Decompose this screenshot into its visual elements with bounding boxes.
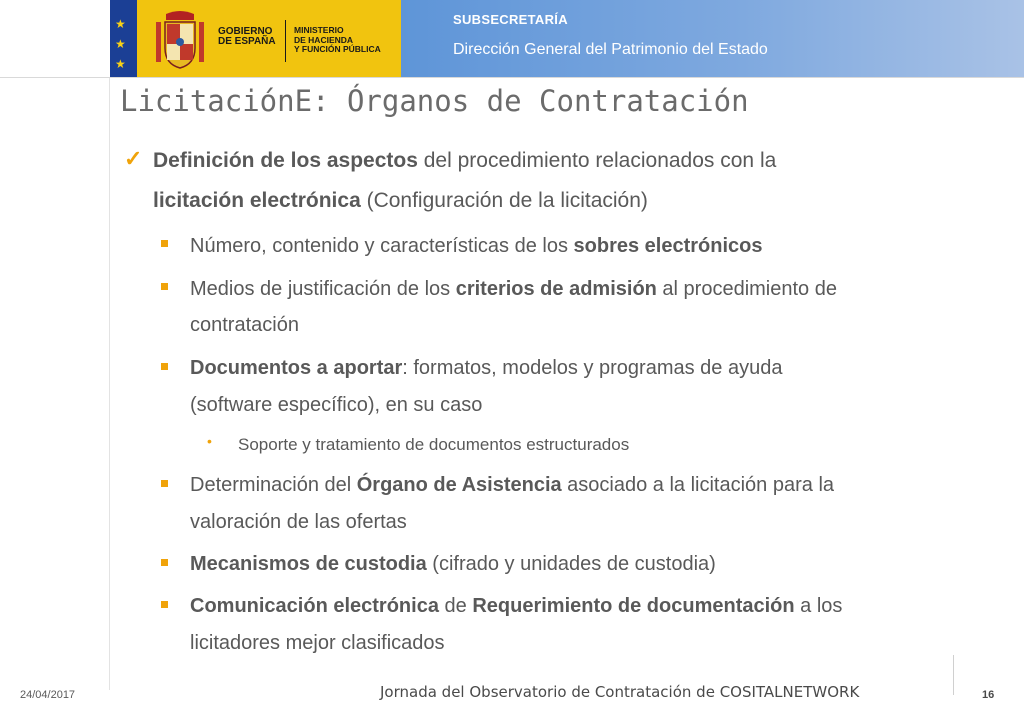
star-icon: ★ — [115, 17, 126, 31]
bullet-comunicacion-cont: licitadores mejor clasificados — [190, 632, 445, 654]
main-point-line-1: Definición de los aspectos del procedimiento relacionados con la — [153, 149, 777, 172]
footer-event: Jornada del Observatorio de Contratación de COSITALNETWORK — [380, 683, 860, 701]
bullet-square-icon — [161, 601, 168, 608]
bullet-square-icon — [161, 240, 168, 247]
government-name: GOBIERNO DE ESPAÑA — [218, 26, 276, 47]
coat-of-arms-icon — [152, 8, 208, 72]
checkmark-icon: ✓ — [124, 146, 143, 171]
bullet-custodia: Mecanismos de custodia (cifrado y unidades de custodia) — [190, 553, 716, 575]
subsecretaria-label: SUBSECRETARÍA — [453, 12, 568, 27]
eu-flag-strip — [110, 0, 137, 78]
sub-bullet-soporte: Soporte y tratamiento de documentos estructurados — [238, 435, 630, 454]
bullet-documentos: Documentos a aportar: formatos, modelos y programas de ayuda — [190, 357, 783, 379]
slide-title: LicitaciónE: Órganos de Contratación — [120, 84, 749, 118]
bullet-organo: Determinación del Órgano de Asistencia asociado a la licitación para la — [190, 474, 835, 496]
direccion-label: Dirección General del Patrimonio del Estado — [453, 41, 768, 58]
left-margin-rule — [109, 78, 110, 690]
bullet-dot-icon: • — [207, 433, 212, 449]
main-point-line-2: licitación electrónica (Configuración de la licitación) — [153, 189, 648, 212]
header-divider — [0, 77, 1024, 78]
bullet-criterios-cont: contratación — [190, 314, 299, 336]
page-number: 16 — [982, 689, 995, 701]
bullet-sobres: Número, contenido y características de los sobres electrónicos — [190, 235, 763, 257]
bullet-organo-cont: valoración de las ofertas — [190, 511, 407, 533]
footer-date: 24/04/2017 — [20, 689, 76, 701]
header-banner — [0, 0, 1024, 78]
bullet-documentos-cont: (software específico), en su caso — [190, 394, 483, 416]
bullet-square-icon — [161, 363, 168, 370]
bullet-square-icon — [161, 559, 168, 566]
bullet-criterios: Medios de justificación de los criterios de admisión al procedimiento de — [190, 278, 837, 300]
logo-divider — [285, 20, 286, 62]
star-icon: ★ — [115, 37, 126, 51]
star-icon: ★ — [115, 57, 126, 71]
ministry-name: MINISTERIO DE HACIENDA Y FUNCIÓN PÚBLICA — [294, 25, 381, 54]
bullet-comunicacion: Comunicación electrónica de Requerimiento de documentación a los — [190, 595, 843, 617]
bullet-square-icon — [161, 480, 168, 487]
footer-divider — [953, 655, 954, 695]
bullet-square-icon — [161, 283, 168, 290]
